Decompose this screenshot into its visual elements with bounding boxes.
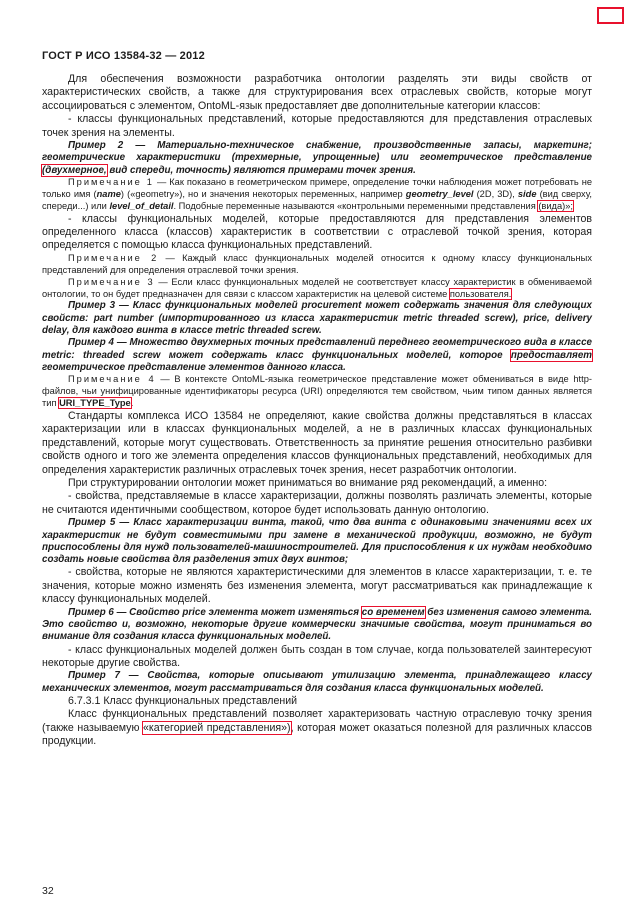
list-paragraph: - классы функциональных представлений, которые предоставляются для представления отраслевых точек зрения на элементы.: [42, 113, 592, 139]
body-paragraph: При структурировании онтологии может приниматься во внимание ряд рекомендаций, а именно:: [68, 477, 548, 490]
example-paragraph: Пример 7 — Свойства, которые описывают утилизацию элемента, принадлежащего классу механических элементов, могут рассматриваться для создания класса функциональных моделей.: [42, 670, 592, 694]
note-paragraph: Примечание 4 — В контексте OntoML-языка геометрическое представление может обмениваться в виде http-файлов, чьи унифицированные идентификаторы ресурса (URI) определяются тем свойством, чьим типом данных является тип URI_TYPE_Type.: [42, 374, 592, 409]
note-paragraph: Примечание 1 — Как показано в геометрическом примере, определение точки наблюдения может потребовать не только имя (name) («geometry»), но и значения некоторых переменных, например geometry_level (2D, 3D), side (вид сверху, спереди...) или level_of_detail. Подобные переменные называются «контрольными переменными представления (вида)»;: [42, 176, 592, 211]
document-header: ГОСТ Р ИСО 13584-32 — 2012: [42, 50, 205, 62]
note-paragraph: Примечание 2 — Каждый класс функциональных моделей относится к одному классу функциональных представлений для определения отраслевой точки зрения.: [42, 252, 592, 275]
list-paragraph: - классы функциональных моделей, которые предоставляются для представления элементов определенного класса (классов) характеристик в соответствии с отраслевой точкой зрения, которая определяется с помощью класса функциональных представлений.: [42, 212, 592, 252]
example-paragraph: Пример 3 — Класс функциональных моделей procurement может содержать значения для следующих свойств: part number (импортированного из класса характеристик metric threaded screw), price, delivery delay, для каждого винта в классе metric threaded screw.: [42, 300, 592, 337]
page-number: 32: [42, 885, 54, 897]
list-paragraph: - свойства, которые не являются характеристическими для элементов в классе характеризации, т. е. те значения, которые можно изменять без изменения элемента, могут рассматриваться как принадлежащие к классу функциональных моделей.: [42, 566, 592, 606]
body-paragraph: Класс функциональных представлений позволяет характеризовать частную отраслевую точку зрения (также называемую «категорией представления»), которая может оказаться полезной для различных классов продукции.: [42, 708, 592, 748]
example-paragraph: Пример 2 — Материально-техническое снабжение, производственные запасы, маркетинг; геометрические характеристики (трехмерные, упрощенные) или геометрическое представление (двухмерное, вид спереди, точность) являются примерами точек зрения.: [42, 140, 592, 176]
note-paragraph: Примечание 3 — Если класс функциональных моделей не соответствует классу характеристик в обмениваемой онтологии, то он будет предназначен для связи с классом характеристик на целевой системе пользователя.: [42, 276, 592, 299]
example-paragraph: Пример 5 — Класс характеризации винта, такой, что два винта с одинаковыми значениями всех их характеристик не будут совместимыми при замене в механической продукции, возможно, не будут приспособлены для нужд пользователей-машиностроителей. Для приспособления к их нуждам необходимо создать новые свойства для разделения этих двух винтов;: [42, 517, 592, 566]
example-paragraph: Пример 4 — Множество двухмерных точных представлений переднего геометрического вида в классе metric: threaded screw может содержать класс функциональных моделей, которое предоставляет геометрическое представление элементов данного класса.: [42, 337, 592, 373]
heading-paragraph: 6.7.3.1 Класс функциональных представлений: [68, 694, 298, 707]
document-body: [42, 73, 592, 749]
example-paragraph: Пример 6 — Свойство price элемента может изменяться со временем без изменения самого элемента. Это свойство и, возможно, некоторые другие коммерчески значимые свойства, могут приниматься во внимание для создания класса функциональных моделей.: [42, 606, 592, 643]
list-paragraph: - свойства, представляемые в классе характеризации, должны позволять различать элементы, которые не считаются идентичными сообществом, которое будет использовать данную онтологию.: [42, 490, 592, 516]
annotation-box: [597, 7, 624, 24]
list-paragraph: - класс функциональных моделей должен быть создан в том случае, когда пользователей заинтересуют некоторые другие свойства.: [42, 643, 592, 669]
body-paragraph: Стандарты комплекса ИСО 13584 не определяют, какие свойства должны представляться в классах характеризации или в классах функциональных моделей, а не в различных классах функциональных представлений, которые могут существовать. Ответственность за принятие решения относительно разбивки свойств одного и того же элемента определения классов функциональных представлений, необходимых для определения характеристик различных отраслевых точек зрения, несет разработчик онтологии.: [42, 409, 592, 476]
body-paragraph: Для обеспечения возможности разработчика онтологии разделять эти виды свойств от характеристических свойств, а также для структурирования всех отраслевых свойств, которые могут ассоциироваться с элементом, OntoML-язык предоставляет две дополнительные категории классов:: [42, 73, 592, 112]
